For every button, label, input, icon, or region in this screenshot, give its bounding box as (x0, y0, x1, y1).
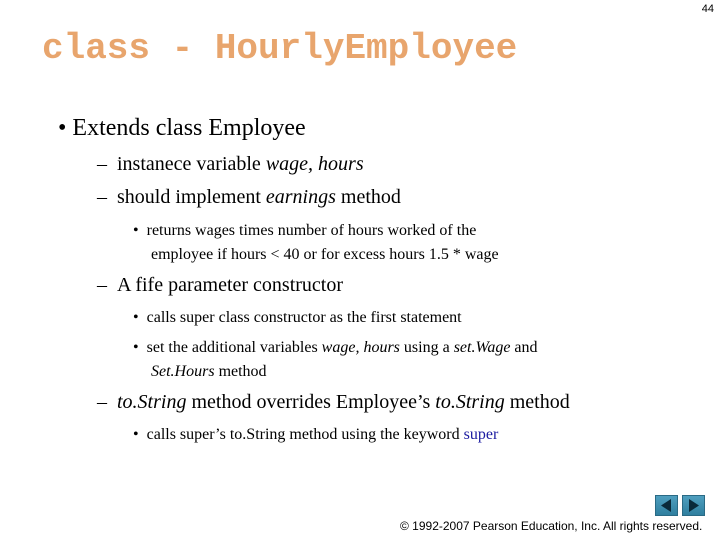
bullet-extends: • Extends class Employee (58, 115, 306, 141)
copyright-footer: © 1992-2007 Pearson Education, Inc. All rights reserved. (400, 519, 703, 533)
bullet-instance-variable: – instanece variable wage, hours (97, 153, 364, 175)
prev-slide-button[interactable] (655, 495, 678, 516)
bullet-calls-super-tostring: • calls super’s to.String method using the keyword super (133, 426, 499, 443)
slide-title: class - HourlyEmployee (42, 28, 518, 69)
bullet-earnings: – should implement earnings method (97, 186, 401, 208)
bullet-tostring: – to.String method overrides Employee’s to.String method (97, 391, 570, 413)
keyword-super: super (463, 426, 499, 443)
bullet-returns-wages-cont: employee if hours < 40 or for excess hours 1.5 * wage (151, 246, 499, 263)
bullet-set-variables-cont: Set.Hours method (151, 363, 267, 380)
triangle-right-icon (683, 496, 704, 515)
bullet-calls-super: • calls super class constructor as the first statement (133, 309, 462, 326)
bullet-constructor: – A fife parameter constructor (97, 274, 344, 296)
next-slide-button[interactable] (682, 495, 705, 516)
bullet-set-variables: • set the additional variables wage, hours using a set.Wage and (133, 339, 538, 356)
triangle-left-icon (656, 496, 677, 515)
bullet-returns-wages: • returns wages times number of hours worked of the (133, 222, 477, 239)
slide-number: 44 (701, 3, 714, 15)
